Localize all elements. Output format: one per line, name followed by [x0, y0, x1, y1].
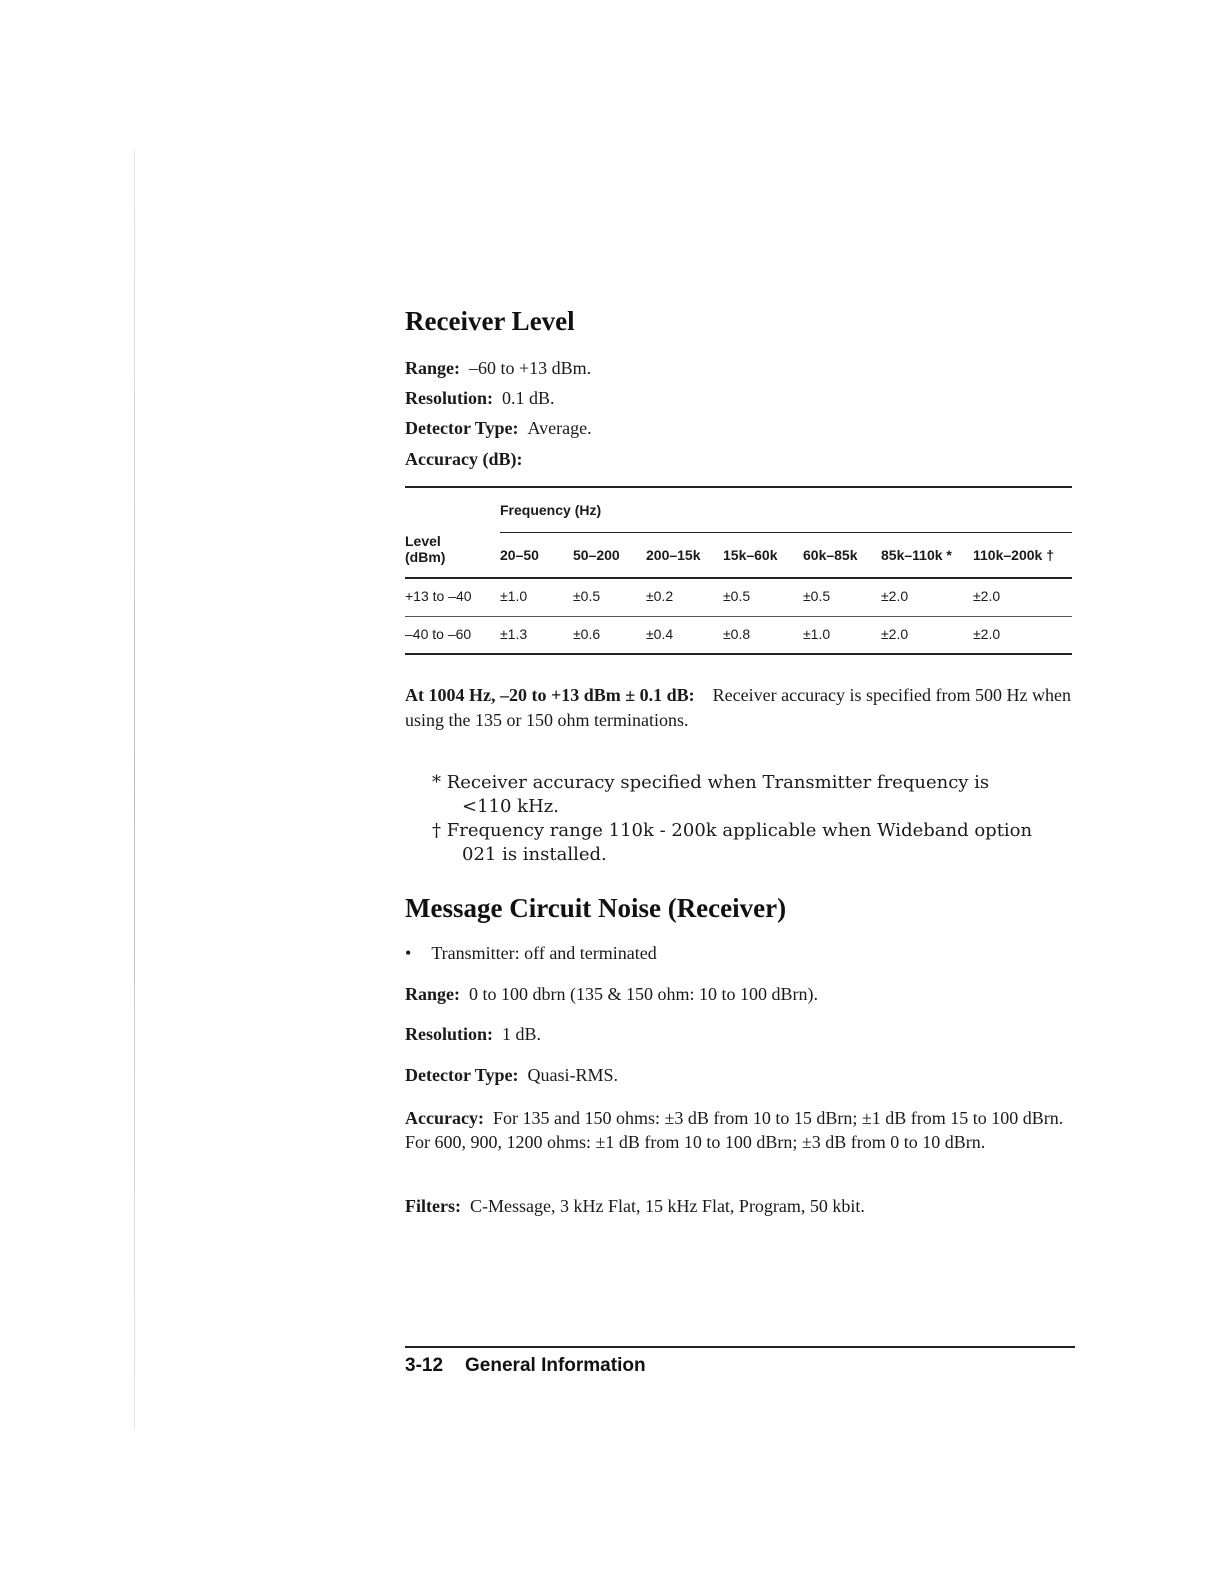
- at-1004hz-value: Receiver accuracy is specified from 500 Hz when using the 135 or 150 ohm terminations.: [405, 685, 1071, 730]
- table-row: [405, 615, 1072, 652]
- table-cell: ±0.8: [723, 625, 751, 642]
- receiver-accuracy: [405, 449, 1075, 469]
- footnote-asterisk-line1: * Receiver accuracy specified when Transmitter frequency is: [432, 772, 990, 793]
- table-row: [405, 577, 1072, 615]
- table-cell: ±1.0: [500, 588, 528, 604]
- detector-value: Quasi-RMS.: [527, 1065, 618, 1085]
- range-value: –60 to +13 dBm.: [469, 358, 592, 378]
- detector-label: Detector Type:: [405, 1065, 519, 1085]
- column-header: 20–50: [500, 546, 539, 563]
- receiver-resolution: [405, 388, 1075, 408]
- bullet-item: [405, 943, 1075, 963]
- row-level: +13 to –40: [405, 588, 472, 604]
- level-header: [405, 533, 500, 565]
- level-header-line1: Level: [405, 533, 441, 549]
- at-1004hz-label: At 1004 Hz, –20 to +13 dBm ± 0.1 dB:: [405, 685, 695, 705]
- table-cell: ±0.5: [573, 588, 601, 604]
- resolution-value: 1 dB.: [502, 1024, 542, 1044]
- resolution-label: Resolution:: [405, 1024, 494, 1044]
- table-cell: ±0.5: [803, 588, 831, 604]
- footnotes: [432, 771, 1052, 867]
- footer-rule: [405, 1346, 1075, 1348]
- detector-label: Detector Type:: [405, 418, 519, 438]
- footnote-dagger: [432, 819, 1052, 867]
- table-cell: ±2.0: [973, 625, 1001, 642]
- accuracy-value: For 135 and 150 ohms: ±3 dB from 10 to 15 dBrn; ±1 dB from 15 to 100 dBrn. For 600, 900, 1200 ohms: ±1 dB from 10 to 100 dBrn; ±3 dB from 0 to 10 dBrn.: [405, 1108, 1064, 1152]
- frequency-group-header: Frequency (Hz): [500, 502, 602, 518]
- row-level: –40 to –60: [405, 625, 472, 642]
- column-header: 85k–110k *: [881, 546, 952, 563]
- receiver-range: [405, 358, 1075, 378]
- footnote-dagger-line2: 021 is installed.: [462, 844, 607, 865]
- footer-section-title: General Information: [465, 1355, 646, 1376]
- column-header: 60k–85k: [803, 546, 858, 563]
- resolution-label: Resolution:: [405, 388, 494, 408]
- filters-label: Filters:: [405, 1196, 461, 1216]
- message-noise-heading: Message Circuit Noise (Receiver): [405, 893, 787, 923]
- filters-value: C-Message, 3 kHz Flat, 15 kHz Flat, Program, 50 kbit.: [469, 1196, 865, 1216]
- bullet-text: Transmitter: off and terminated: [431, 943, 657, 963]
- footnote-asterisk: [432, 771, 1052, 819]
- noise-filters: [405, 1196, 1075, 1216]
- noise-resolution: [405, 1024, 1075, 1044]
- page-number: 3-12: [405, 1355, 444, 1376]
- column-header: 200–15k: [646, 546, 701, 563]
- table-cell: ±0.5: [723, 588, 751, 604]
- bullet-icon: •: [405, 943, 412, 963]
- table-cell: ±2.0: [973, 588, 1001, 604]
- accuracy-table: [405, 486, 1072, 652]
- table-cell: ±1.0: [803, 625, 831, 642]
- table-cell: ±0.2: [646, 588, 674, 604]
- range-label: Range:: [405, 984, 460, 1004]
- table-cell: ±2.0: [881, 625, 909, 642]
- range-value: 0 to 100 dbrn (135 & 150 ohm: 10 to 100 dBrn).: [469, 984, 818, 1004]
- message-noise-section: [405, 893, 1075, 924]
- table-cell: ±2.0: [881, 588, 909, 604]
- footnote-dagger-line1: † Frequency range 110k - 200k applicable when Wideband option: [432, 820, 1033, 841]
- detector-value: Average.: [527, 418, 592, 438]
- footnote-asterisk-line2: <110 kHz.: [462, 796, 559, 817]
- resolution-value: 0.1 dB.: [502, 388, 555, 408]
- table-cell: ±0.4: [646, 625, 674, 642]
- receiver-level-heading: Receiver Level: [405, 306, 575, 336]
- receiver-detector-type: [405, 418, 1075, 438]
- binding-edge-line: [134, 150, 135, 1430]
- at-1004hz-paragraph: [405, 683, 1075, 733]
- receiver-level-section: [405, 306, 1075, 337]
- noise-range: [405, 984, 1075, 1004]
- noise-detector-type: [405, 1065, 1075, 1085]
- table-cell: ±1.3: [500, 625, 528, 642]
- column-header: 50–200: [573, 546, 620, 563]
- range-label: Range:: [405, 358, 460, 378]
- level-header-line2: (dBm): [405, 549, 446, 565]
- column-header: 110k–200k †: [973, 546, 1054, 563]
- accuracy-label: Accuracy:: [405, 1108, 484, 1128]
- table-cell: ±0.6: [573, 625, 601, 642]
- accuracy-label: Accuracy (dB):: [405, 449, 523, 469]
- noise-accuracy: [405, 1106, 1075, 1154]
- table-bottom-rule: [405, 653, 1072, 655]
- page-footer: [405, 1355, 646, 1377]
- column-header: 15k–60k: [723, 546, 778, 563]
